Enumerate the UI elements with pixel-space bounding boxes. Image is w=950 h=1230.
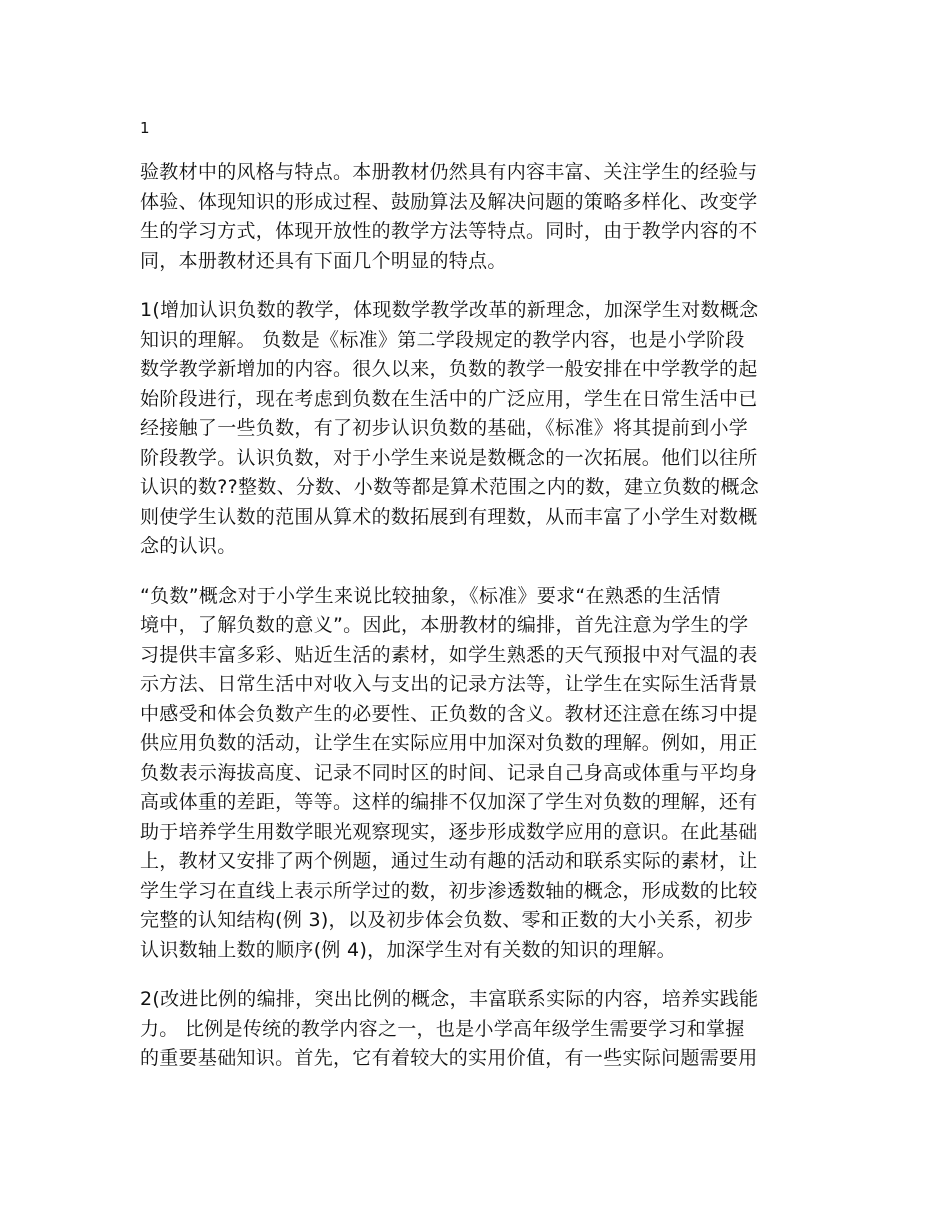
text-line: 1(增加认识负数的教学，体现数学教学改革的新理念，加深学生对数概念 — [140, 299, 759, 321]
text-line: 负数表示海拔高度、记录不同时区的时间、记录自己身高或体重与平均身 — [140, 761, 758, 784]
text-line: 助于培养学生用数学眼光观察现实，逐步形成数学应用的意识。在此基础 — [140, 820, 758, 843]
text-line: 念的认识。 — [140, 535, 237, 557]
text-line: 境中，了解负数的意义”。因此，本册教材的编排，首先注意为学生的学 — [140, 614, 749, 636]
text-line: 知识的理解。 负数是《标准》第二学段规定的教学内容，也是小学阶段 — [140, 328, 745, 351]
page-number: 1 — [140, 119, 150, 137]
text-line: 认识的数??整数、分数、小数等都是算术范围之内的数，建立负数的概念 — [140, 476, 760, 498]
paragraph-point-1 — [140, 296, 815, 562]
text-line: 学生学习在直线上表示所学过的数，初步渗透数轴的概念，形成数的比较 — [140, 879, 758, 902]
text-line: 经接触了一些负数，有了初步认识负数的基础，《标准》将其提前到小学 — [140, 417, 749, 439]
paragraph-intro — [140, 158, 815, 276]
paragraph-gap — [140, 965, 815, 985]
text-line: 供应用负数的活动，让学生在实际应用中加深对负数的理解。例如，用正 — [140, 732, 758, 754]
text-line: 上，教材又安排了两个例题，通过生动有趣的活动和联系实际的素材，让 — [140, 850, 758, 872]
text-line: 2(改进比例的编排，突出比例的概念，丰富联系实际的内容，培养实践能 — [140, 988, 759, 1010]
text-line: 的重要基础知识。首先，它有着较大的实用价值，有一些实际问题需要用 — [140, 1047, 758, 1069]
document-body — [140, 158, 815, 1074]
text-line: 始阶段进行，现在考虑到负数在生活中的广泛应用，学生在日常生活中已 — [140, 387, 758, 410]
text-line: 认识数轴上数的顺序(例 4)，加深学生对有关数的知识的理解。 — [140, 938, 676, 961]
text-line: 则使学生认数的范围从算术的数拓展到有理数，从而丰富了小学生对数概 — [140, 505, 758, 528]
paragraph-point-2 — [140, 985, 815, 1074]
text-line: 习提供丰富多彩、贴近生活的素材，如学生熟悉的天气预报中对气温的表 — [140, 643, 758, 666]
text-line: 验教材中的风格与特点。本册教材仍然具有内容丰富、关注学生的经验与 — [140, 161, 758, 183]
text-line: 同，本册教材还具有下面几个明显的特点。 — [140, 249, 507, 272]
text-line: 数学教学新增加的内容。很久以来，负数的教学一般安排在中学教学的起 — [140, 358, 758, 380]
paragraph-gap — [140, 562, 815, 582]
text-line: 阶段教学。认识负数，对于小学生来说是数概念的一次拓展。他们以往所 — [140, 446, 758, 469]
text-line: 完整的认知结构(例 3)，以及初步体会负数、零和正数的大小关系，初步 — [140, 909, 754, 931]
paragraph-gap — [140, 276, 815, 296]
text-line: 生的学习方式，体现开放性的教学方法等特点。同时，由于教学内容的不 — [140, 220, 758, 242]
text-line: 示方法、日常生活中对收入与支出的记录方法等，让学生在实际生活背景 — [140, 673, 758, 695]
paragraph-negative-numbers — [140, 582, 815, 966]
text-line: 体验、体现知识的形成过程、鼓励算法及解决问题的策略多样化、改变学 — [140, 190, 758, 213]
text-line: “负数”概念对于小学生来说比较抽象，《标准》要求“在熟悉的生活情 — [140, 584, 721, 607]
text-line: 高或体重的差距，等等。这样的编排不仅加深了学生对负数的理解，还有 — [140, 791, 758, 813]
text-line: 力。 比例是传统的教学内容之一，也是小学高年级学生需要学习和掌握 — [140, 1017, 745, 1040]
text-line: 中感受和体会负数产生的必要性、正负数的含义。教材还注意在练习中提 — [140, 702, 758, 725]
